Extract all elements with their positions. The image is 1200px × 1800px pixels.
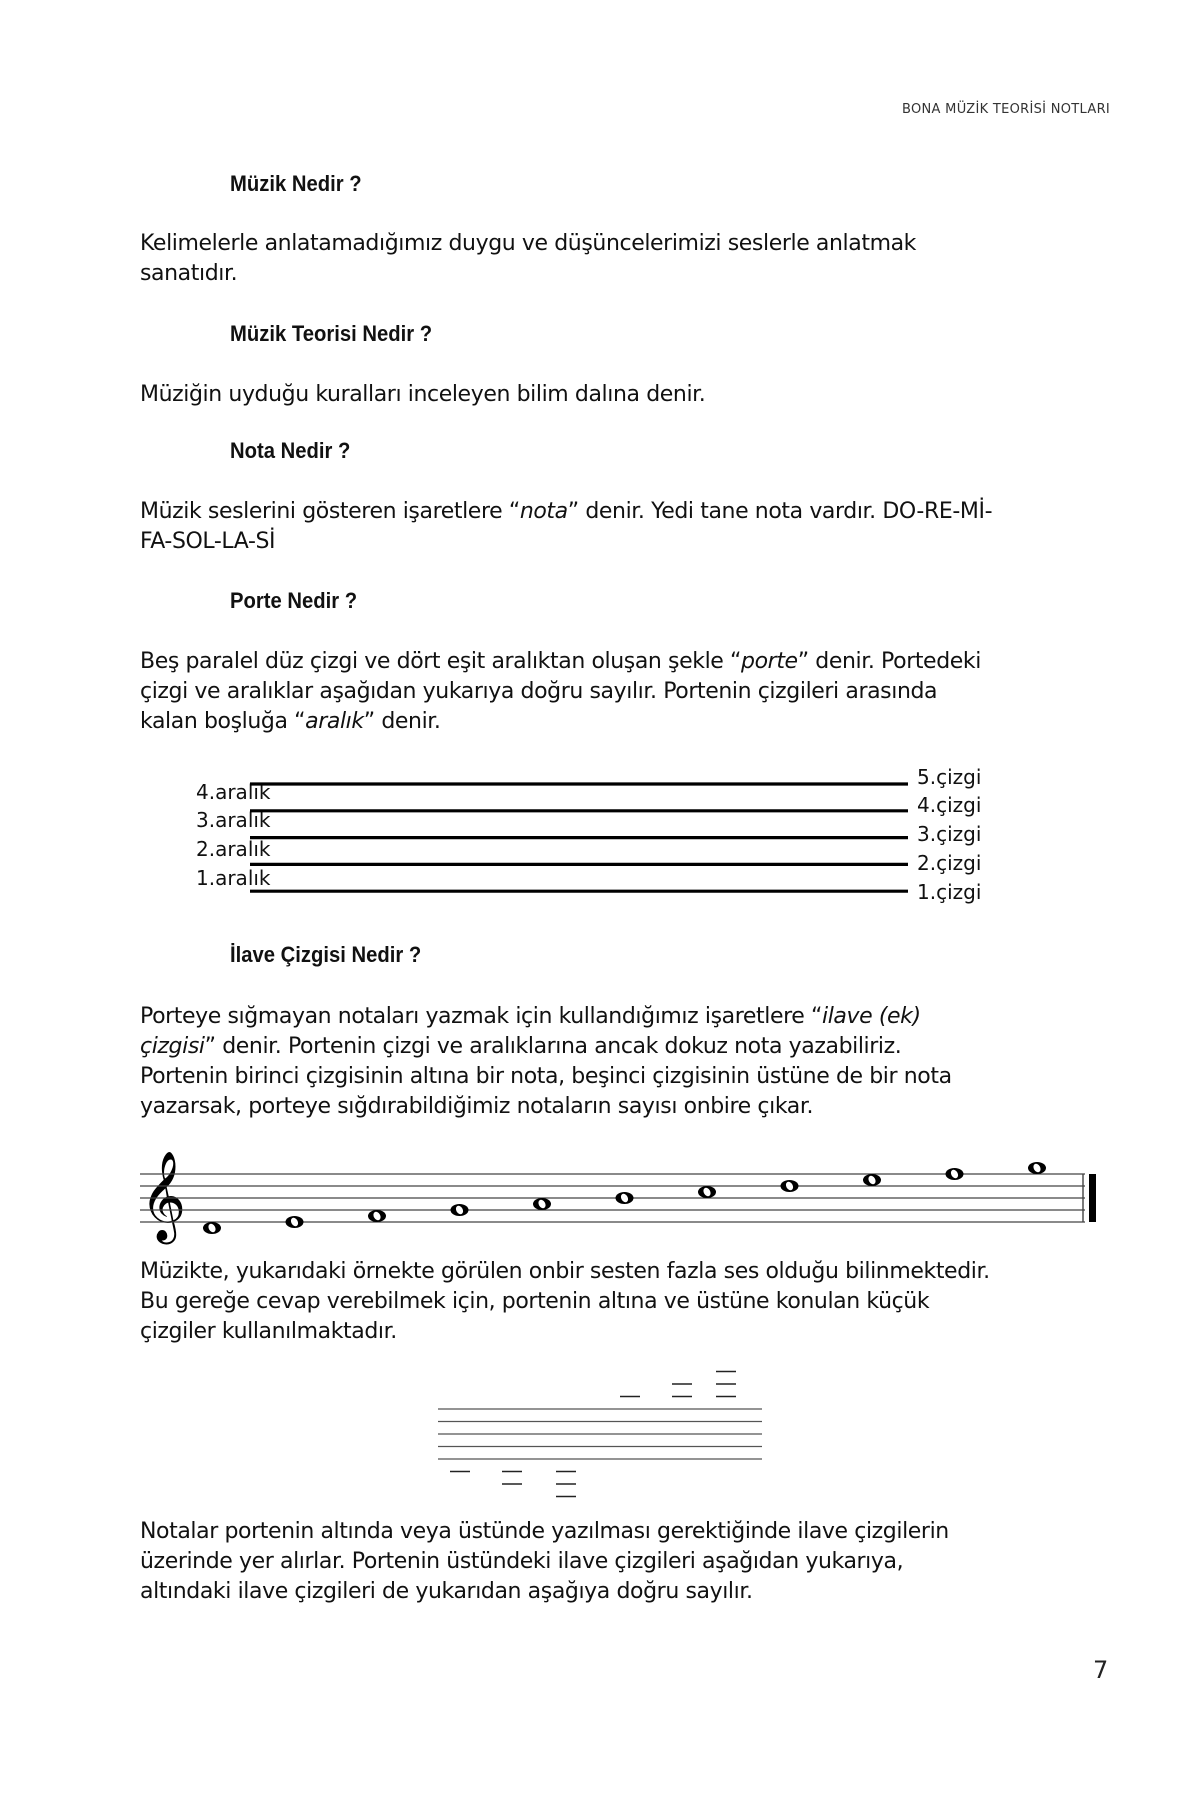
thick-barline [1089, 1174, 1096, 1222]
heading-porte-nedir: Porte Nedir ? [230, 588, 358, 613]
whole-note [781, 1180, 799, 1192]
text-line: Porteye sığmayan notaları yazmak için kullandığımız işaretlere “ilave (ek) [140, 1004, 921, 1029]
whole-note [698, 1186, 716, 1198]
whole-note [946, 1168, 964, 1180]
space-label: 2.aralık [196, 837, 271, 861]
text-line: Bu gereğe cevap verebilmek için, portenin altına ve üstüne konulan küçük [140, 1289, 930, 1314]
space-label: 1.aralık [196, 866, 271, 890]
page-number: 7 [1093, 1656, 1109, 1684]
text-line: çizgiler kullanılmaktadır. [140, 1319, 397, 1344]
text-line: FA-SOL-LA-Sİ [140, 529, 276, 554]
heading-ilave-cizgisi-nedir: İlave Çizgisi Nedir ? [230, 942, 422, 967]
space-label: 4.aralık [196, 780, 271, 804]
heading-muzik-nedir: Müzik Nedir ? [230, 171, 362, 196]
text-line: kalan boşluğa “aralık” denir. [140, 709, 441, 734]
whole-note [286, 1216, 304, 1228]
whole-note [203, 1222, 221, 1234]
text-line: Portenin birinci çizgisinin altına bir nota, beşinci çizgisinin üstüne de bir nota [140, 1064, 952, 1089]
whole-note [616, 1192, 634, 1204]
text-line: üzerinde yer alırlar. Portenin üstündeki ilave çizgileri aşağıdan yukarıya, [140, 1549, 904, 1574]
text-line: yazarsak, porteye sığdırabildiğimiz notaların sayısı onbire çıkar. [140, 1094, 814, 1119]
running-header: BONA MÜZİK TEORİSİ NOTLARI [902, 102, 1111, 117]
line-label: 1.çizgi [917, 880, 982, 904]
heading-nota-nedir: Nota Nedir ? [230, 438, 351, 463]
treble-clef-icon: 𝄞 [140, 1151, 187, 1241]
text-line: sanatıdır. [140, 261, 238, 286]
text-line: Müzikte, yukarıdaki örnekte görülen onbir sesten fazla ses olduğu bilinmektedir. [140, 1259, 990, 1284]
text-line: Notalar portenin altında veya üstünde yazılması gerektiğinde ilave çizgilerin [140, 1519, 949, 1544]
text-line: Kelimelerle anlatamadığımız duygu ve düşüncelerimizi seslerle anlatmak [140, 231, 917, 256]
ledger-line-example [438, 1372, 762, 1497]
text-line: çizgi ve aralıklar aşağıdan yukarıya doğru sayılır. Portenin çizgileri arasında [140, 679, 938, 704]
whole-note [863, 1174, 881, 1186]
line-label: 2.çizgi [917, 851, 982, 875]
heading-muzik-teorisi-nedir: Müzik Teorisi Nedir ? [230, 321, 433, 346]
space-label: 3.aralık [196, 808, 271, 832]
line-label: 5.çizgi [917, 765, 982, 789]
note-example-staff [140, 1151, 1096, 1245]
whole-note [451, 1204, 469, 1216]
text-line: çizgisi” denir. Portenin çizgi ve aralıklarına ancak dokuz nota yazabiliriz. [140, 1034, 902, 1059]
line-label: 4.çizgi [917, 793, 982, 817]
text-line: Müziğin uyduğu kuralları inceleyen bilim dalına denir. [140, 382, 706, 407]
text-line: altındaki ilave çizgileri de yukarıdan aşağıya doğru sayılır. [140, 1579, 753, 1604]
whole-note [368, 1210, 386, 1222]
whole-note [533, 1198, 551, 1210]
line-label: 3.çizgi [917, 822, 982, 846]
text-line: Beş paralel düz çizgi ve dört eşit aralıktan oluşan şekle “porte” denir. Portedeki [140, 649, 981, 674]
staff-diagram [250, 784, 908, 891]
text-line: Müzik seslerini gösteren işaretlere “nota” denir. Yedi tane nota vardır. DO-RE-Mİ- [140, 499, 993, 524]
whole-note [1028, 1162, 1046, 1174]
